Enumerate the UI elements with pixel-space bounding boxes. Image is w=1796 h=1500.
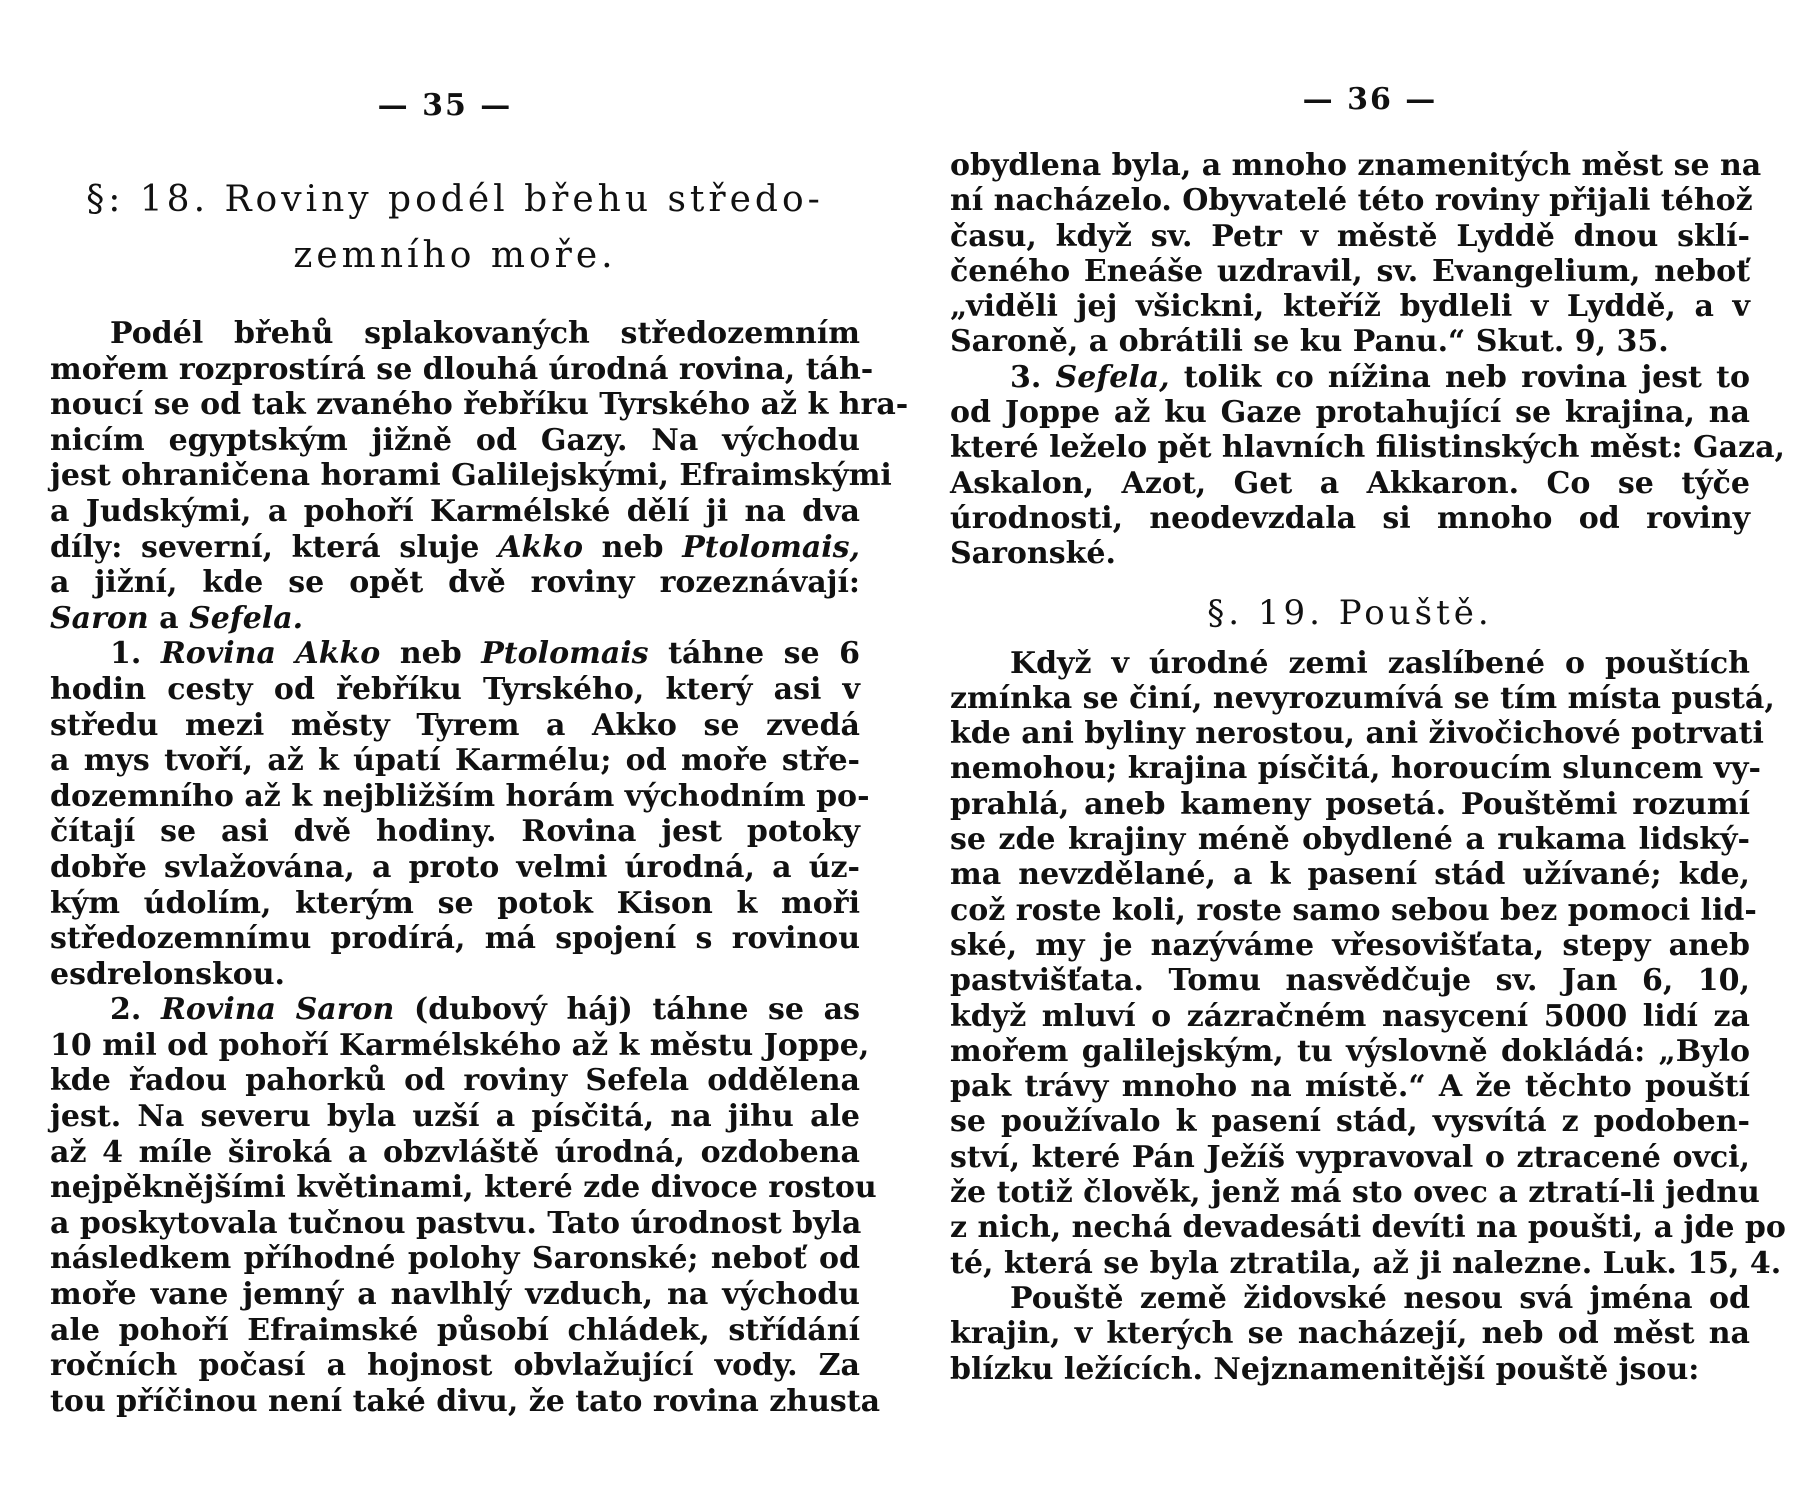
text-line: Askalon, Azot, Get a Akkaron. Co se týče	[950, 465, 1750, 501]
text-line: což roste koli, roste samo sebou bez pomoci lid-	[950, 892, 1757, 928]
text-line: ství, které Pán Ježíš vypravoval o ztracené ovci,	[950, 1139, 1750, 1175]
page-number: — 36 —	[1302, 82, 1438, 117]
list-number: 3.	[1010, 359, 1042, 395]
text-line: kde ani byliny nerostou, ani živočichové potrvati	[950, 716, 1764, 752]
text-line: následkem příhodné polohy Saronské; neboť od	[50, 1241, 860, 1277]
section-heading: §. 19. Pouště.	[1207, 592, 1493, 633]
text-line: zmínka se činí, nevyrozumívá se tím místa pustá,	[950, 680, 1775, 716]
text-line: mořem galilejským, tu výslovně dokládá: „Bylo	[950, 1033, 1750, 1069]
text-run: a	[148, 600, 190, 636]
text-run: (dubový háj) táhne se as	[394, 992, 860, 1028]
italic-term: Rovina Akko	[160, 636, 381, 672]
text-line: pak trávy mnoho na místě.“ A že těchto pouští	[950, 1069, 1750, 1105]
text-line: až 4 míle široká a obzvláště úrodná, ozdobena	[50, 1134, 860, 1170]
section-heading	[50, 172, 860, 284]
text-run: tolik co nížina neb rovina jest to	[1169, 359, 1750, 395]
text-line: krajin, v kterých se nacházejí, neb od měst na	[950, 1316, 1750, 1352]
text-line: se používalo k pasení stád, vysvítá z podoben-	[950, 1104, 1750, 1140]
text-line	[50, 992, 860, 1028]
text-line: té, která se byla ztratila, až ji nalezne. Luk. 15, 4.	[950, 1245, 1782, 1281]
italic-term: Saron	[50, 600, 149, 636]
text-line: a Judskými, a pohoří Karmélské dělí ji na dva	[50, 493, 860, 529]
italic-term: Rovina Saron	[160, 992, 395, 1028]
italic-term: Ptolomais,	[682, 529, 860, 565]
text-line: které leželo pět hlavních filistinských měst: Gaza,	[950, 430, 1785, 466]
text-line: Podél břehů splakovaných středozemním	[110, 316, 860, 351]
text-run: neb	[380, 636, 482, 672]
text-line: obydlena byla, a mnoho znamenitých měst se na	[950, 148, 1762, 183]
list-number: 1.	[110, 636, 142, 672]
text-line: Pouště země židovské nesou svá jména od	[1010, 1280, 1750, 1316]
text-line: ní nacházelo. Obyvatelé této roviny přijali téhož	[950, 183, 1753, 219]
text-line: hodin cesty od řebříku Tyrského, který asi v	[50, 671, 860, 707]
text-line: ročních počasí a hojnost obvlažující vody. Za	[50, 1348, 860, 1384]
text-line	[50, 601, 860, 637]
page-number: — 35 —	[377, 88, 513, 123]
text-line: dozemního až k nejbližším horám východním po-	[50, 778, 870, 814]
text-line: tou příčinou není také divu, že tato rovina zhusta	[50, 1383, 881, 1419]
text-run: táhne se 6	[648, 636, 861, 672]
text-line	[950, 360, 1750, 395]
text-line: moře vane jemný a navlhlý vzduch, na východu	[50, 1277, 860, 1313]
text-line	[50, 636, 860, 672]
italic-term: Sefela,	[1055, 359, 1170, 395]
text-line: dobře svlažována, a proto velmi úrodná, a úz-	[50, 849, 860, 885]
text-line: od Joppe až ku Gaze protahující se krajina, na	[950, 395, 1750, 431]
text-line: středozemnímu prodírá, má spojení s rovinou	[50, 921, 860, 957]
text-line: Saroně, a obrátili se ku Panu.“ Skut. 9, 35.	[950, 324, 1669, 360]
text-line: Saronské.	[950, 536, 1116, 572]
text-line: čítají se asi dvě hodiny. Rovina jest potoky	[50, 814, 860, 850]
italic-term: Akko	[498, 529, 583, 565]
text-line: esdrelonskou.	[50, 956, 286, 992]
text-line: času, když sv. Petr v městě Lyddě dnou sklí-	[950, 218, 1750, 254]
text-line: že totiž člověk, jenž má sto ovec a ztratí-li jednu	[950, 1175, 1760, 1211]
italic-term: Sefela.	[189, 600, 304, 636]
text-line: čeného Eneáše uzdravil, sv. Evangelium, neboť	[950, 253, 1750, 289]
text-line: jest. Na severu byla uzší a písčitá, na jihu ale	[50, 1099, 860, 1135]
text-line	[50, 530, 860, 566]
text-line: středu mezi městy Tyrem a Akko se zvedá	[50, 707, 860, 743]
text-run: díly: severní, která sluje	[50, 529, 480, 565]
text-line: ma nevzdělané, a k pasení stád užívané; kde,	[950, 857, 1750, 893]
text-run: neb	[582, 529, 683, 565]
text-line: a poskytovala tučnou pastvu. Tato úrodnost byla	[50, 1205, 862, 1241]
text-line: kým údolím, kterým se potok Kison k moři	[50, 885, 860, 921]
text-line: z nich, nechá devadesáti devíti na poušti, a jde po	[950, 1210, 1786, 1246]
left-page-content	[50, 172, 909, 1419]
text-line: blízku ležících. Nejznamenitější pouště jsou:	[950, 1351, 1700, 1387]
text-line: 10 mil od pohoří Karmélského až k městu Joppe,	[50, 1027, 870, 1063]
italic-term: Ptolomais	[481, 636, 649, 672]
text-line: a mys tvoří, až k úpatí Karmélu; od moře stře-	[50, 743, 860, 779]
text-line: ské, my je nazýváme vřesovišťata, stepy aneb	[950, 927, 1750, 963]
text-line: „viděli jej všickni, kteříž bydleli v Lyddě, a v	[950, 289, 1750, 325]
text-line: když mluví o zázračném nasycení 5000 lidí za	[950, 998, 1750, 1034]
text-line: pastvišťata. Tomu nasvědčuje sv. Jan 6, 10,	[950, 963, 1750, 999]
text-line: nicím egyptským jižně od Gazy. Na východu	[50, 422, 860, 458]
list-number: 2.	[110, 992, 142, 1028]
right-page-content	[950, 148, 1786, 1387]
text-line: úrodnosti, neodevzdala si mnoho od roviny	[950, 500, 1750, 536]
text-line: mořem rozprostírá se dlouhá úrodná rovina, táh-	[50, 351, 874, 387]
text-line: a jižní, kde se opět dvě roviny rozeznávají:	[50, 565, 860, 601]
text-line: noucí se od tak zvaného řebříku Tyrského až k hra-	[50, 387, 909, 423]
text-line: nejpěknějšími květinami, které zde divoce rostou	[50, 1170, 877, 1206]
section-heading-line: §: 18. Roviny podél břehu středo-	[86, 179, 824, 220]
text-line: nemohou; krajina písčitá, horoucím sluncem vy-	[950, 751, 1761, 787]
section-heading-line: zemního moře.	[293, 235, 617, 276]
text-line: prahlá, aneb kameny posetá. Pouštěmi rozumí	[950, 786, 1750, 822]
text-line: jest ohraničena horami Galilejskými, Efraimskými	[50, 458, 892, 494]
text-line: ale pohoří Efraimské působí chládek, střídání	[50, 1312, 860, 1348]
text-line: kde řadou pahorků od roviny Sefela oddělena	[50, 1063, 860, 1099]
text-line: Když v úrodné zemi zaslíbené o pouštích	[1010, 645, 1750, 681]
text-line: se zde krajiny méně obydlené a rukama lidský-	[950, 822, 1750, 858]
